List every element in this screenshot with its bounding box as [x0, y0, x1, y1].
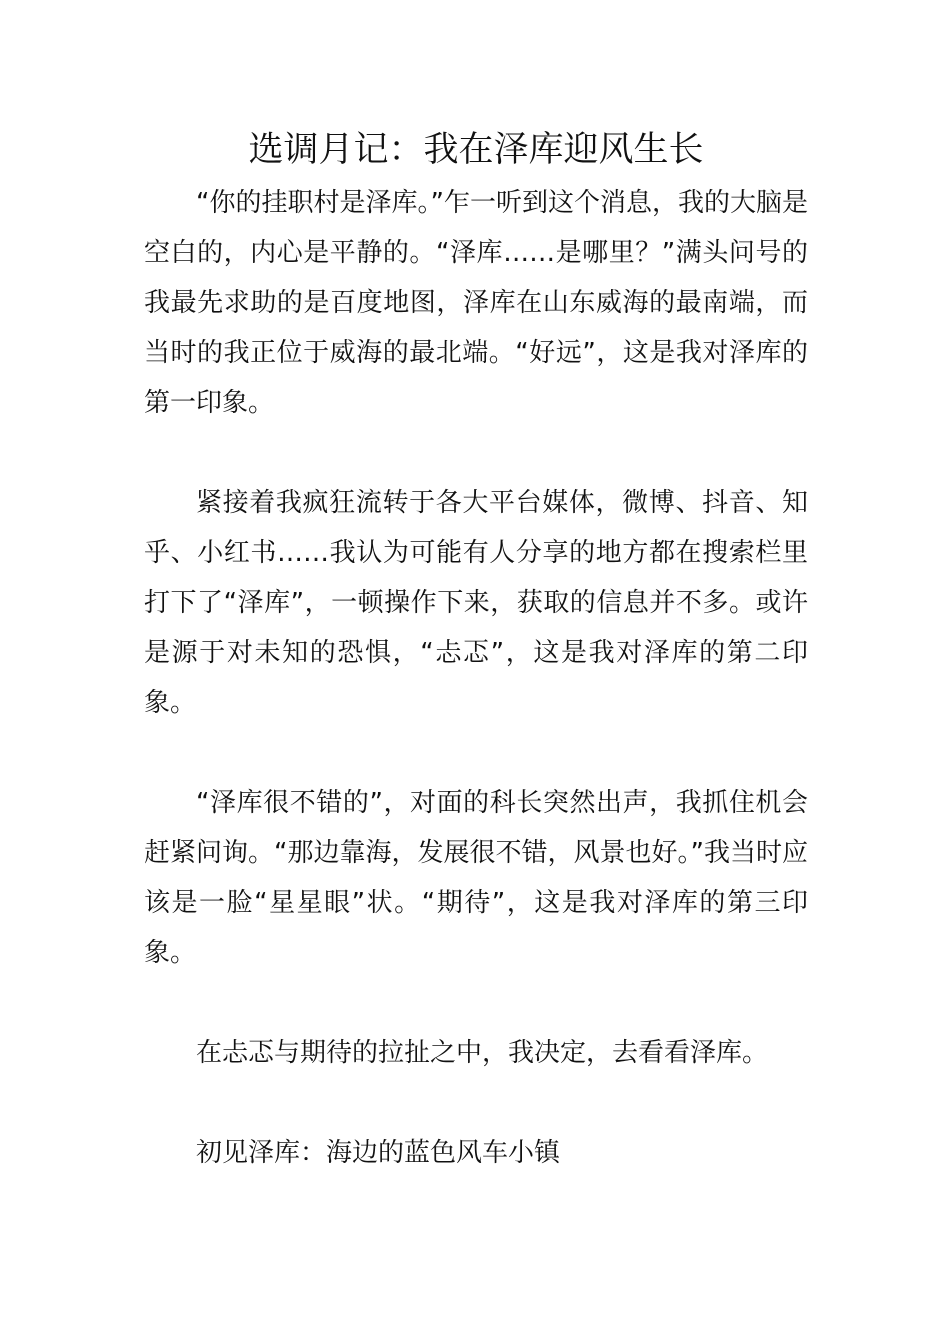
paragraph-decision: 在忐忑与期待的拉扯之中，我决定，去看看泽库。	[196, 1038, 769, 1068]
paragraph-second-impression: 紧接着我疯狂流转于各大平台媒体，微博、抖音、知乎、小红书……我认为可能有人分享的地方都在搜索栏里打下了“泽库”，一顿操作下来，获取的信息并不多。或许是源于对未知的恐惧，“忐忑”，这是我对泽库的第二印象。	[144, 488, 808, 718]
paragraph-third-impression: “泽库很不错的”，对面的科长突然出声，我抓住机会赶紧问询。“那边靠海，发展很不错，风景也好。”我当时应该是一脸“星星眼”状。“期待”，这是我对泽库的第三印象。	[144, 788, 808, 968]
document-title: 选调月记：我在泽库迎风生长	[248, 130, 704, 170]
section-heading-first-visit: 初见泽库：海边的蓝色风车小镇	[196, 1138, 561, 1168]
document-page	[144, 122, 808, 1178]
paragraph-first-impression: “你的挂职村是泽库。”乍一听到这个消息，我的大脑是空白的，内心是平静的。“泽库……是哪里？”满头问号的我最先求助的是百度地图，泽库在山东威海的最南端，而当时的我正位于威海的最北端。“好远”，这是我对泽库的第一印象。	[144, 188, 808, 418]
